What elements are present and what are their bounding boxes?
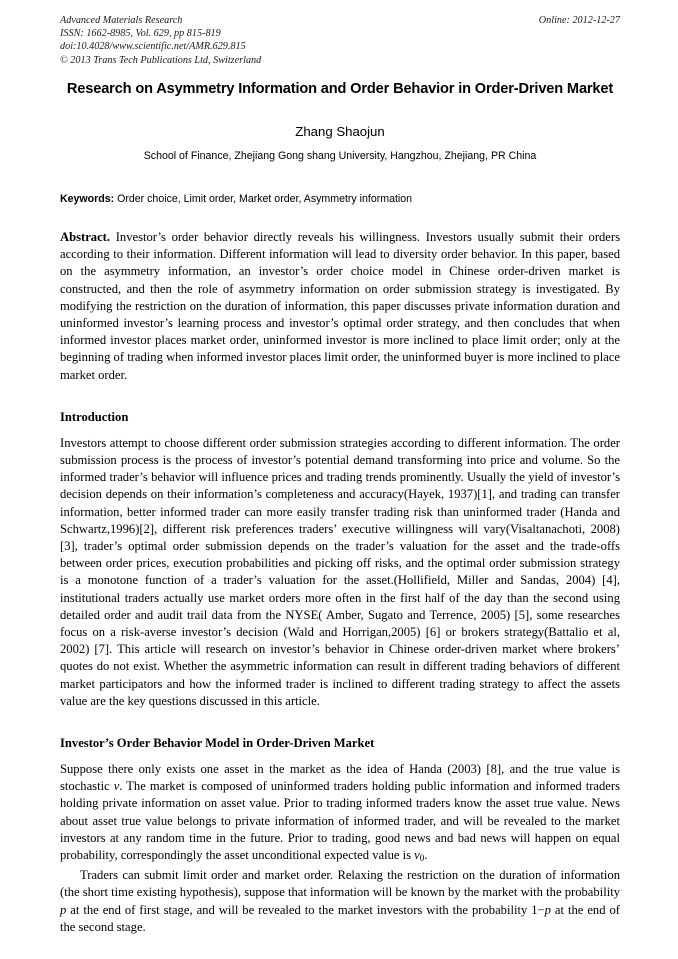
keywords-line — [60, 192, 620, 207]
abstract-text: Investor’s order behavior directly reveals his willingness. Investors usually submit their orders according to their information. Different information will lead to diversity order behavior. In this paper, based on the asymmetry information, an investor’s order choice model in Chinese order-driven market is constructed, and then the role of asymmetry information on order submission strategy is investigated. By modifying the restriction on the duration of information, this paper discusses private information duration and uninformed investor’s learning process and investor’s optimal order strategy, and then concludes that when informed investor places market order, uninformed investor is more inclined to place limit order; only at the beginning of trading when informed investor places limit order, the uninformed buyer is more inclined to place market order. — [60, 230, 620, 382]
math-var-v0-base: v — [414, 848, 420, 863]
math-var-p: p — [60, 902, 67, 917]
model-p2-text-b: at the end of first stage, and will be revealed to the market investors with the probability — [66, 902, 532, 917]
journal-copyright-line: © 2013 Trans Tech Publications Ltd, Switzerland — [60, 54, 262, 66]
model-p1-text-a: Suppose there only exists one asset in the market as the idea of Handa (2003) [8], and the true value is stochastic — [60, 762, 620, 794]
body-column — [60, 192, 620, 936]
keywords-label: Keywords: — [60, 193, 115, 205]
abstract-label: Abstract. — [60, 230, 111, 244]
model-paragraph-1 — [60, 761, 620, 867]
page-title: Research on Asymmetry Information and Order Behavior in Order-Driven Market — [66, 81, 614, 97]
introduction-paragraph-1: Investors attempt to choose different order submission strategies according to different information. The order submission process is the process of investor’s potential demand transforming into price and volume. So the informed trader’s behavior will influence prices and trading trends prominently. Usually the yield of investor’s decision depends on their information’s completeness and accuracy(Hayek, 1937)[1], and trading can transfer information, better informed trader can more easily transfer trading risk than uninformed trader (Handa and Schwartz,1996)[2], different risk preferences traders’ executive willingness will vary(Visaltanachoti, 2008) [3], trader’s optimal order submission depends on the trader’s valuation for the asset and the trade-offs between order prices, execution probabilities and picking off risks, and the optimal order submission strategy is a monotone function of a trader’s valuation for the asset.(Hollifield, Miller and Sandas, 2004) [4], institutional traders actually use market orders more often in the first half of the day than the second using detailed order and audit trail data from the NYSE( Amber, Sugato and Terrence, 2005) [5], some researches focus on a risk-averse investor’s decision (Wald and Horrigan,2005) [6] or brokers strategy(Battalio et al, 2002) [7]. This article will research on investor’s behavior in Chinese order-driven market where brokers’ quotes do not exist. Whether the asymmetric information can result in different trading behaviors of different market participators and how the informed trader is inclined to different trading strategy to affect the assets value are the key questions discussed in this article. — [60, 435, 620, 708]
model-p2-text-a: Traders can submit limit order and market order. Relaxing the restriction on the duration of information (the short time existing hypothesis), suppose that information will be known by the market with the probability — [60, 868, 620, 900]
math-var-v0-subscript: 0 — [419, 853, 425, 864]
model-paragraph-2 — [60, 867, 620, 936]
author-name: Zhang Shaojun — [295, 124, 385, 139]
section-heading-introduction: Introduction — [60, 409, 129, 424]
journal-header — [60, 14, 620, 72]
journal-name: Advanced Materials Research — [60, 15, 183, 26]
keywords-value: Order choice, Limit order, Market order, Asymmetry information — [114, 193, 413, 205]
model-p1-text-c: . — [424, 848, 428, 863]
math-var-v0 — [414, 848, 424, 862]
math-one-minus-prefix: 1− — [531, 902, 545, 917]
title-block — [60, 80, 620, 163]
author-affiliation: School of Finance, Zhejiang Gong shang University, Hangzhou, Zhejiang, PR China — [143, 150, 537, 162]
model-p2-text-c: at the end of the second stage. — [60, 902, 620, 934]
online-date: Online: 2012-12-27 — [538, 15, 620, 26]
section-heading-model: Investor’s Order Behavior Model in Order-Driven Market — [60, 736, 375, 751]
abstract-paragraph — [60, 229, 620, 384]
math-expr-one-minus-p — [531, 903, 551, 917]
model-p1-text-b: . The market is composed of uninformed traders holding public information and informed traders holding private information on asset value. Prior to trading informed traders know the asset true value. News about asset true value belongs to private information of informed trader, and will be revealed to the market investors at any random time in the future. Prior to trading, good news and bad news will happen on equal probability, correspondingly the asset unconditional expected value is — [60, 779, 620, 863]
math-var-v: v — [113, 779, 120, 794]
journal-header-left — [60, 14, 261, 67]
journal-issn-line: ISSN: 1662-8985, Vol. 629, pp 815-819 — [60, 28, 221, 40]
journal-doi-line: doi:10.4028/www.scientific.net/AMR.629.815 — [60, 41, 246, 53]
math-var-p2: p — [544, 902, 551, 917]
